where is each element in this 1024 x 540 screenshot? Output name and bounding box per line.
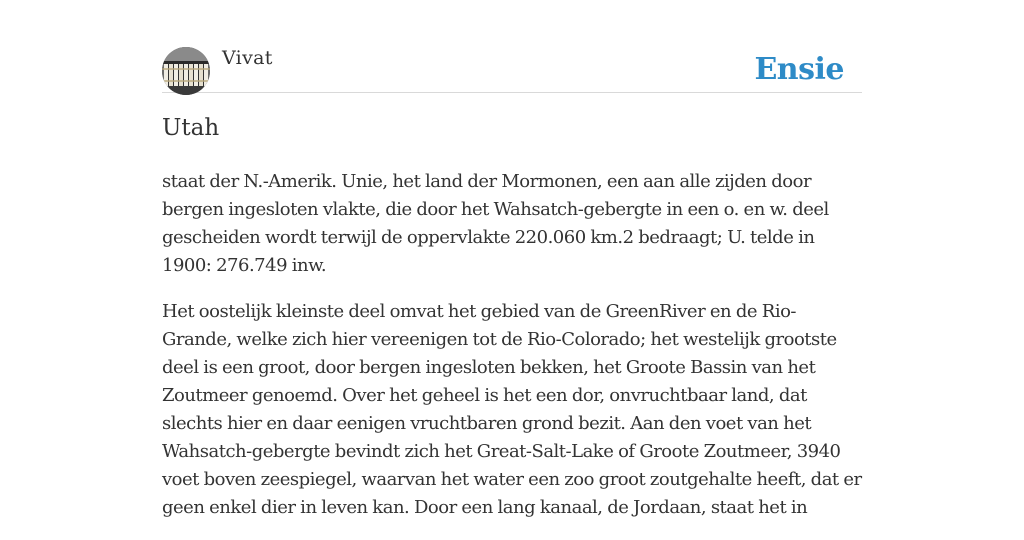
article-paragraph: Het oostelijk kleinste deel omvat het gebied van de GreenRiver en de Rio-Grande, welke zich hier vereenigen tot de Rio-Colorado; het westelijk grootste deel is een groot, door bergen ingesloten bekken, het Groote Bassin van het Zoutmeer genoemd. Over het geheel is het een dor, onvruchtbaar land, dat slechts hier en daar eenigen vruchtbaren grond bezit. Aan den voet van het Wahsatch-gebergte bevindt zich het Great-Salt-Lake of Groote Zoutmeer, 3940 voet boven zeespiegel, waarvan het water een zoo groot zoutgehalte heeft, dat er geen enkel dier in leven kan. Door een lang kanaal, de Jordaan, staat het in xyxy=(162,301,862,518)
source-avatar[interactable] xyxy=(162,47,210,95)
article-title: Utah xyxy=(162,115,220,141)
header xyxy=(162,44,862,93)
brand-logo[interactable]: Ensie xyxy=(754,52,844,87)
book-spines-icon xyxy=(162,47,210,95)
article-paragraph: staat der N.-Amerik. Unie, het land der Mormonen, een aan alle zijden door bergen ingesloten vlakte, die door het Wahsatch-gebergte in een o. en w. deel gescheiden wordt terwijl de oppervlakte 220.060 km.2 bedraagt; U. telde in 1900: 276.749 inw. xyxy=(162,171,829,276)
article-body xyxy=(162,168,862,540)
source-name[interactable]: Vivat xyxy=(222,47,273,69)
